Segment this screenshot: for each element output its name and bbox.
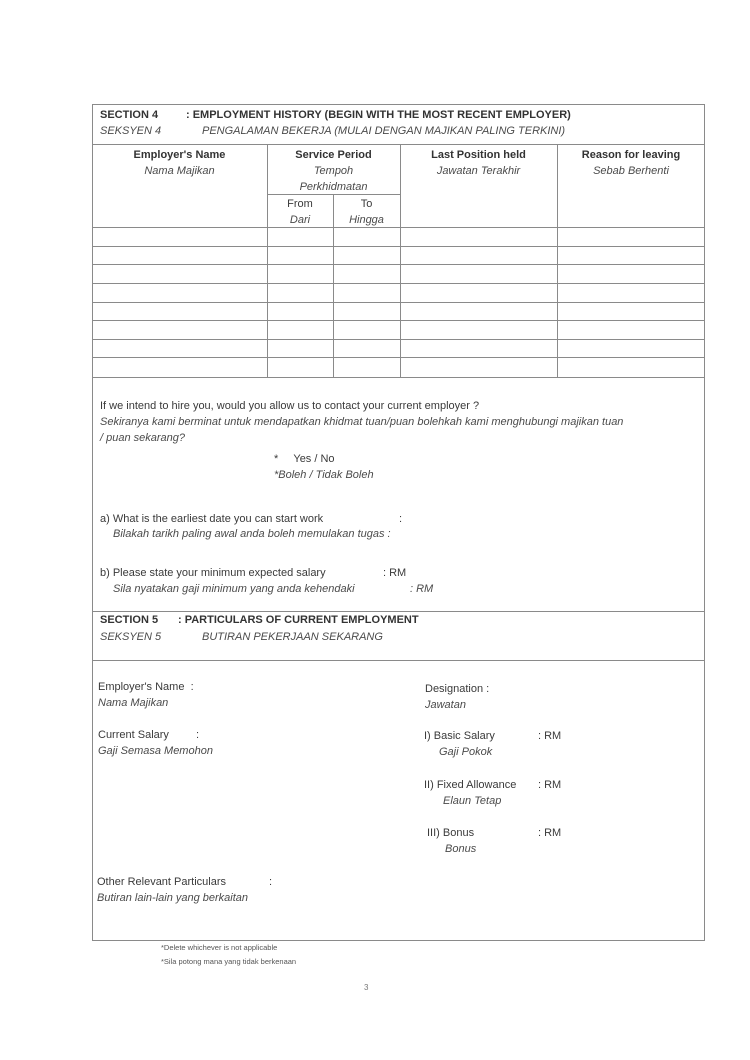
col-header-employer-ms: Nama Majikan [144,165,215,177]
employer-name-label-ms: Nama Majikan [98,697,169,709]
current-salary-label-ms: Gaji Semasa Memohon [98,745,213,757]
table-row[interactable] [92,357,705,358]
other-particulars-label-ms: Butiran lain-lain yang berkaitan [97,892,249,904]
contact-question-ms-2: / puan sekarang? [100,432,186,444]
divider [92,144,705,145]
designation-label: Designation : [425,683,490,695]
col-header-last-position [400,147,557,179]
fixed-allowance-label-ms: Elaun Tetap [443,795,502,807]
expected-salary-label: b) Please state your minimum expected salary [100,567,326,579]
col-header-to-ms: Hingga [349,214,384,226]
table-row[interactable] [92,227,705,228]
col-header-reason-en: Reason for leaving [581,149,681,161]
section5-label: SECTION 5 [100,614,159,626]
fixed-allowance-label: II) Fixed Allowance [424,779,517,791]
fixed-allowance-rm: : RM [538,779,562,791]
col-header-to-en: To [360,198,373,210]
section4-title-ms: PENGALAMAN BEKERJA (MULAI DENGAN MAJIKAN PALING TERKINI) [202,125,566,137]
other-particulars-label: Other Relevant Particulars [97,876,226,888]
expected-salary-label-ms: Sila nyatakan gaji minimum yang anda kehendaki [113,583,355,595]
divider [92,611,705,612]
start-date-label: a) What is the earliest date you can start work [100,513,324,525]
col-header-position-ms: Jawatan Terakhir [436,165,521,177]
bonus-label-ms: Bonus [445,843,477,855]
bonus-rm: : RM [538,827,562,839]
section5-label-ms: SEKSYEN 5 [100,631,162,643]
start-date-colon: : [399,513,403,525]
table-row[interactable] [92,264,705,265]
divider [92,660,705,661]
col-header-employer-en: Employer's Name [133,149,226,161]
table-row[interactable] [92,320,705,321]
col-header-from-en: From [287,198,313,210]
designation-label-ms: Jawatan [425,699,466,711]
table-row[interactable] [92,283,705,284]
basic-salary-rm: : RM [538,730,562,742]
col-header-reason [557,147,705,179]
col-header-position-en: Last Position held [431,149,526,161]
table-row[interactable] [92,339,705,340]
col-header-from [267,196,333,228]
start-date-label-ms: Bilakah tarikh paling awal anda boleh memulakan tugas : [113,528,391,540]
col-header-service-period [267,147,400,195]
basic-salary-label: I) Basic Salary [424,730,495,742]
table-bottom [92,377,705,378]
footnote-ms: *Sila potong mana yang tidak berkenaan [161,957,297,966]
section5-title-ms: BUTIRAN PEKERJAAN SEKARANG [202,631,383,643]
other-particulars-colon: : [269,876,273,888]
employer-name-label: Employer's Name : [98,681,194,693]
section5-title: : PARTICULARS OF CURRENT EMPLOYMENT [178,614,419,626]
footnote-en: *Delete whichever is not applicable [161,943,278,952]
contact-answer-ms[interactable]: *Boleh / Tidak Boleh [274,469,374,481]
bonus-label: III) Bonus [427,827,475,839]
col-header-reason-ms: Sebab Berhenti [593,165,669,177]
basic-salary-label-ms: Gaji Pokok [439,746,493,758]
expected-salary-rm: : RM [383,567,407,579]
contact-question-en: If we intend to hire you, would you allow us to contact your current employer ? [100,400,480,412]
section4-label-ms: SEKSYEN 4 [100,125,162,137]
col-header-employer [92,147,267,179]
col-header-to [333,196,400,228]
section4-label: SECTION 4 [100,109,159,121]
contact-answer-en[interactable]: * Yes / No [274,453,335,465]
current-salary-label: Current Salary [98,729,169,741]
col-header-service-en: Service Period [295,149,372,161]
section4-title: : EMPLOYMENT HISTORY (BEGIN WITH THE MOST RECENT EMPLOYER) [186,109,571,121]
current-salary-colon: : [196,729,200,741]
table-row[interactable] [92,246,705,247]
contact-question-ms-1: Sekiranya kami berminat untuk mendapatkan khidmat tuan/puan bolehkah kami menghubungi majikan tuan [100,416,624,428]
page-number: 3 [364,983,369,992]
table-row[interactable] [92,302,705,303]
col-header-from-ms: Dari [289,214,311,226]
col-header-service-ms: Tempoh Perkhidmatan [299,165,368,193]
expected-salary-rm-ms: : RM [410,583,434,595]
